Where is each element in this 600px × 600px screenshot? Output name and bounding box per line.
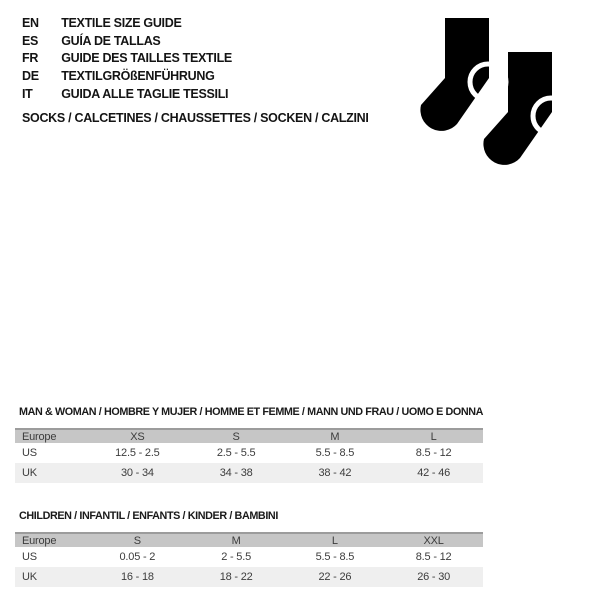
size-value: 22 - 26	[318, 571, 352, 583]
column-header: XXL	[423, 534, 444, 547]
size-value: 12.5 - 2.5	[115, 447, 160, 459]
size-value: 42 - 46	[417, 467, 451, 479]
column-header: S	[232, 430, 240, 443]
language-row	[22, 50, 232, 68]
table-title: CHILDREN / INFANTIL / ENFANTS / KINDER / BAMBINI	[19, 510, 278, 522]
language-row	[22, 68, 232, 86]
size-value: 0.05 - 2	[119, 551, 156, 563]
table-row	[15, 567, 483, 587]
size-value: 18 - 22	[219, 571, 253, 583]
size-value: 5.5 - 8.5	[315, 551, 355, 563]
column-header: Europe	[22, 534, 57, 547]
language-row	[22, 86, 232, 104]
region-label: US	[22, 447, 37, 459]
language-code: ES	[22, 33, 39, 48]
language-label: GUIDE DES TAILLES TEXTILE	[61, 51, 232, 66]
column-header: Europe	[22, 430, 57, 443]
size-value: 16 - 18	[120, 571, 154, 583]
size-value: 38 - 42	[318, 467, 352, 479]
language-code: FR	[22, 51, 39, 66]
sock-back-shape	[483, 52, 563, 165]
size-value: 2.5 - 5.5	[216, 447, 256, 459]
product-category-title: SOCKS / CALCETINES / CHAUSSETTES / SOCKEN / CALZINI	[22, 111, 369, 125]
size-table-section	[15, 406, 483, 483]
table-row	[15, 463, 483, 483]
language-row	[22, 15, 232, 33]
region-label: UK	[22, 571, 37, 583]
column-header: XS	[130, 430, 145, 443]
size-value: 5.5 - 8.5	[315, 447, 355, 459]
language-label: TEXTILGRÖßENFÜHRUNG	[61, 69, 215, 84]
size-value: 26 - 30	[417, 571, 451, 583]
region-label: US	[22, 551, 37, 563]
size-table	[15, 428, 483, 483]
column-header: M	[330, 430, 340, 443]
language-row	[22, 33, 232, 51]
column-header: L	[430, 430, 437, 443]
table-header-row	[15, 429, 483, 443]
column-header: S	[133, 534, 141, 547]
size-value: 8.5 - 12	[415, 551, 452, 563]
size-value: 34 - 38	[219, 467, 253, 479]
size-value: 30 - 34	[120, 467, 154, 479]
table-title: MAN & WOMAN / HOMBRE Y MUJER / HOMME ET FEMME / MANN UND FRAU / UOMO E DONNA	[19, 406, 484, 418]
socks-icon	[403, 14, 563, 179]
table-row	[15, 443, 483, 463]
size-value: 2 - 5.5	[221, 551, 252, 563]
column-header: M	[231, 534, 241, 547]
language-label: GUÍA DE TALLAS	[61, 33, 161, 48]
language-label: TEXTILE SIZE GUIDE	[61, 16, 182, 30]
column-header: L	[331, 534, 338, 547]
table-header-row	[15, 533, 483, 547]
size-table-section	[15, 510, 483, 587]
language-code: EN	[22, 16, 39, 30]
language-label: GUIDA ALLE TAGLIE TESSILI	[61, 86, 229, 101]
region-label: UK	[22, 467, 37, 479]
language-list	[22, 15, 232, 104]
size-table	[15, 532, 483, 587]
table-row	[15, 547, 483, 567]
language-code: IT	[22, 86, 33, 101]
size-value: 8.5 - 12	[415, 447, 452, 459]
sock-front-shape	[420, 18, 506, 131]
language-code: DE	[22, 69, 39, 84]
